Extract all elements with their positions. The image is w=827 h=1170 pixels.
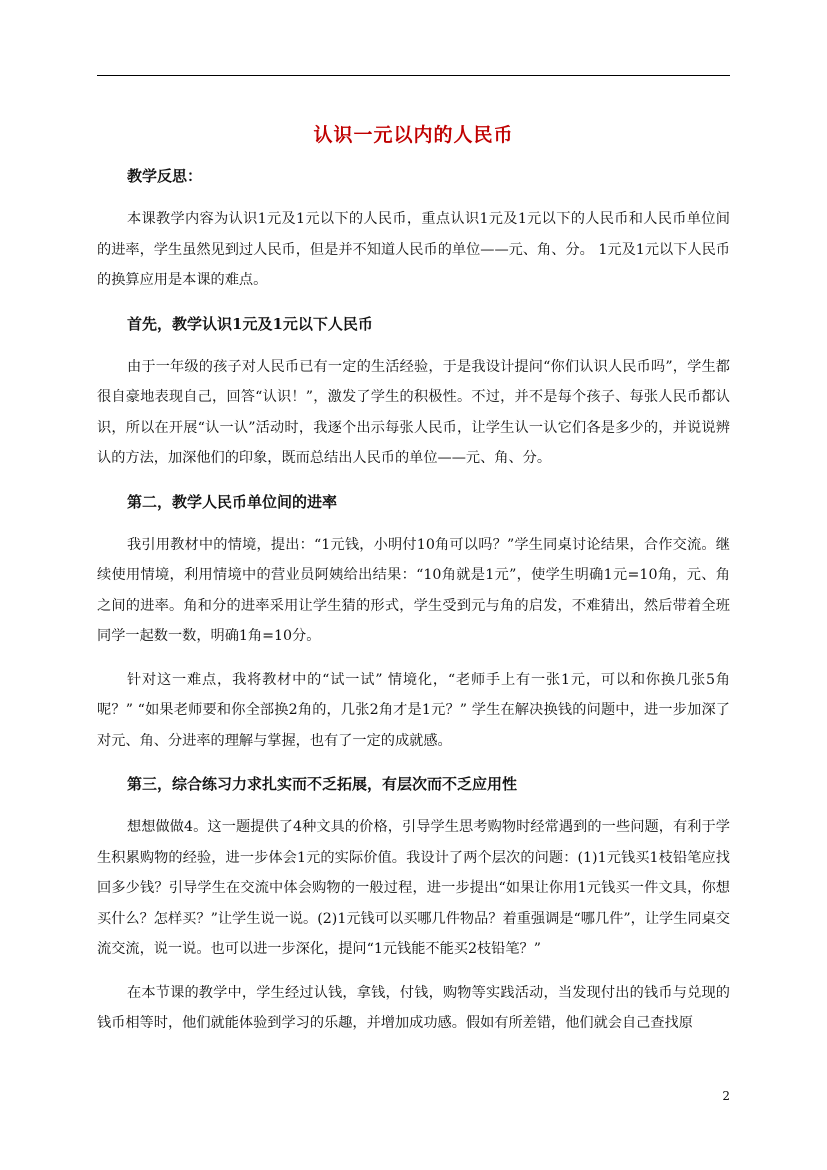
section-label: 教学反思： — [127, 167, 203, 185]
document-title: 认识一元以内的人民币 — [313, 124, 514, 146]
heading-first: 首先，教学认识1元及1元以下人民币 — [127, 314, 373, 333]
header-rule — [97, 75, 730, 76]
paragraph-first: 由于一年级的孩子对人民币已有一定的生活经验，于是我设计提问“你们认识人民币吗”，学生都很自豪地表现自己，回答“认识！”，激发了学生的积极性。不过，并不是每个孩子、每张人民币都认识，所以在开展“认一认”活动时，我逐个出示每张人民币，让学生认一认它们各是多少的，并说说辨认的方法，加深他们的印象，既而总结出人民币的单位——元、角、分。 — [97, 358, 730, 466]
paragraph-third: 想想做做4。这一题提供了4种文具的价格，引导学生思考购物时经常遇到的一些问题，有利于学生积累购物的经验，进一步体会1元的实际价值。我设计了两个层次的问题：(1)1元钱买1枝铅笔应找回多少钱？引导学生在交流中体会购物的一般过程，进一步提出“如果让你用1元钱买一件文具，你想买什么？怎样买？”让学生说一说。(2)1元钱可以买哪几件物品？着重强调是“哪几件”，让学生同桌交流交流，说一说。也可以进一步深化，提问“1元钱能不能买2枝铅笔？” — [97, 819, 730, 957]
paragraph-second-b: 针对这一难点，我将教材中的“试一试” 情境化，“老师手上有一张1元，可以和你换几张5角呢？” “如果老师要和你全部换2角的，几张2角才是1元？” 学生在解决换钱的问题中，进一步加深了对元、角、分进率的理解与掌握，也有了一定的成就感。 — [97, 671, 730, 749]
heading-third: 第三，综合练习力求扎实而不乏拓展，有层次而不乏应用性 — [127, 775, 518, 793]
paragraph-intro: 本课教学内容为认识1元及1元以下的人民币，重点认识1元及1元以下的人民币和人民币单位间的进率，学生虽然见到过人民币，但是并不知道人民币的单位——元、角、分。 1元及1元以下人民币的换算应用是本课的难点。 — [97, 211, 730, 288]
paragraph-conclusion: 在本节课的教学中，学生经过认钱，拿钱，付钱，购物等实践活动，当发现付出的钱币与兑现的钱币相等时，他们就能体验到学习的乐趣，并增加成功感。假如有所差错，他们就会自己查找原 — [97, 984, 730, 1031]
heading-second: 第二，教学人民币单位间的进率 — [127, 492, 338, 511]
page-number: 2 — [722, 1089, 730, 1103]
paragraph-second-a: 我引用教材中的情境，提出：“1元钱，小明付10角可以吗？”学生同桌讨论结果，合作交流。继续使用情境，利用情境中的营业员阿姨给出结果：“10角就是1元”，使学生明确1元=10角，元、角之间的进率。角和分的进率采用让学生猜的形式，学生受到元与角的启发，不难猜出，然后带着全班同学一起数一数，明确1角=10分。 — [97, 536, 730, 644]
document-body — [97, 161, 730, 1052]
